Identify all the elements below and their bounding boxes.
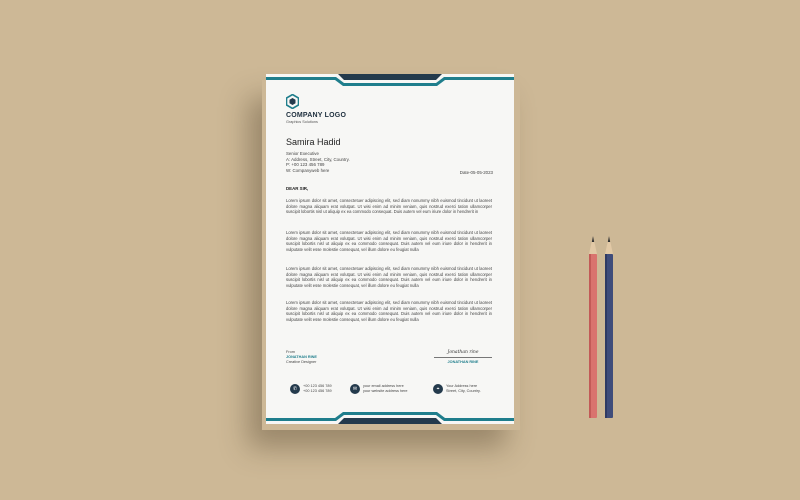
hexagon-logo-icon bbox=[286, 94, 299, 109]
signature-name: JONATHAN RINE bbox=[447, 360, 479, 364]
company-tagline: Graphics Solutions bbox=[286, 120, 318, 124]
signature-script: Jonathan rine bbox=[447, 350, 479, 355]
from-name: JONATHAN RINE bbox=[286, 355, 317, 359]
from-role: Creative Designer bbox=[286, 360, 317, 364]
body-paragraph-1: Lorem ipsum dolor sit amet, consectetuer adipiscing elit, sed diam nonummy nibh euismod tincidunt ut laoreet dolore magna aliquam erat volutpat. Ut wisi enim ad minim veniam, quis nostrud exerci tation ullamcorper suscipit lobortis nisl ut aliquip ex ea commodo consequat. Duis autem vel eum iriure dolor in hendrerit in bbox=[286, 198, 492, 215]
from-block bbox=[286, 350, 317, 365]
contact-email-line2: your website address here bbox=[363, 389, 408, 393]
location-icon: ⌖ bbox=[433, 384, 443, 394]
signature-line bbox=[434, 357, 492, 358]
bottom-accent-band bbox=[266, 412, 514, 424]
letterhead-paper bbox=[266, 74, 514, 424]
blue-pencil bbox=[602, 236, 616, 418]
contact-location-line2: Street, City, Country. bbox=[446, 389, 481, 393]
phone-line: P: +00 123 456 789 bbox=[286, 162, 325, 168]
contact-phone bbox=[290, 384, 332, 394]
top-accent-band bbox=[266, 74, 514, 86]
contact-location-line1: Your Address here bbox=[446, 384, 478, 389]
company-logo bbox=[286, 94, 299, 109]
job-title: Senior Executive bbox=[286, 151, 319, 156]
contact-email-line1: your email address here bbox=[363, 384, 404, 389]
sender-details bbox=[286, 151, 350, 173]
salutation: DEAR SIR, bbox=[286, 186, 309, 191]
web-line: W: Companyweb here bbox=[286, 167, 330, 173]
red-pencil bbox=[586, 236, 600, 418]
body-paragraph-3: Lorem ipsum dolor sit amet, consectetuer adipiscing elit, sed diam nonummy nibh euismod tincidunt ut laoreet dolore magna aliquam erat volutpat. Ut wisi enim ad minim veniam, quis nostrud exerci tation ullamcorper suscipit lobortis nisl ut aliquip ex ea commodo consequat. Duis autem vel eum iriure dolor in hendrerit in vulputate velit esse molestie consequat, vel illum dolore eu feugiat nulla bbox=[286, 266, 492, 288]
contact-email bbox=[350, 384, 408, 394]
company-name: COMPANY LOGO bbox=[286, 112, 347, 119]
from-label: From bbox=[286, 350, 295, 354]
email-icon: ✉ bbox=[350, 384, 360, 394]
signature-block bbox=[434, 350, 492, 364]
letter-date: Date-05-05-2023 bbox=[459, 170, 493, 175]
contact-phone-line2: +00 123 456 789 bbox=[303, 389, 332, 393]
recipient-name: Samira Hadid bbox=[286, 137, 341, 147]
body-paragraph-4: Lorem ipsum dolor sit amet, consectetuer adipiscing elit, sed diam nonummy nibh euismod tincidunt ut laoreet dolore magna aliquam erat volutpat. Ut wisi enim ad minim veniam, quis nostrud exerci tation ullamcorper suscipit lobortis nisl ut aliquip ex ea commodo consequat. Duis autem vel eum iriure dolor in hendrerit in vulputate velit esse molestie consequat, vel illum dolore eu feugiat nulla bbox=[286, 300, 492, 322]
phone-icon: ✆ bbox=[290, 384, 300, 394]
contact-phone-line1: +00 123 456 789 bbox=[303, 384, 332, 389]
body-paragraph-2: Lorem ipsum dolor sit amet, consectetuer adipiscing elit, sed diam nonummy nibh euismod tincidunt ut laoreet dolore magna aliquam erat volutpat. Ut wisi enim ad minim veniam, quis nostrud exerci tation ullamcorper suscipit lobortis nisl ut aliquip ex ea commodo consequat. Duis autem vel eum iriure dolor in hendrerit in vulputate velit esse molestie consequat, vel illum dolore eu feugiat nulla bbox=[286, 230, 492, 252]
contact-location bbox=[433, 384, 481, 394]
address-line: A: Address, Street, City, Country. bbox=[286, 156, 350, 162]
